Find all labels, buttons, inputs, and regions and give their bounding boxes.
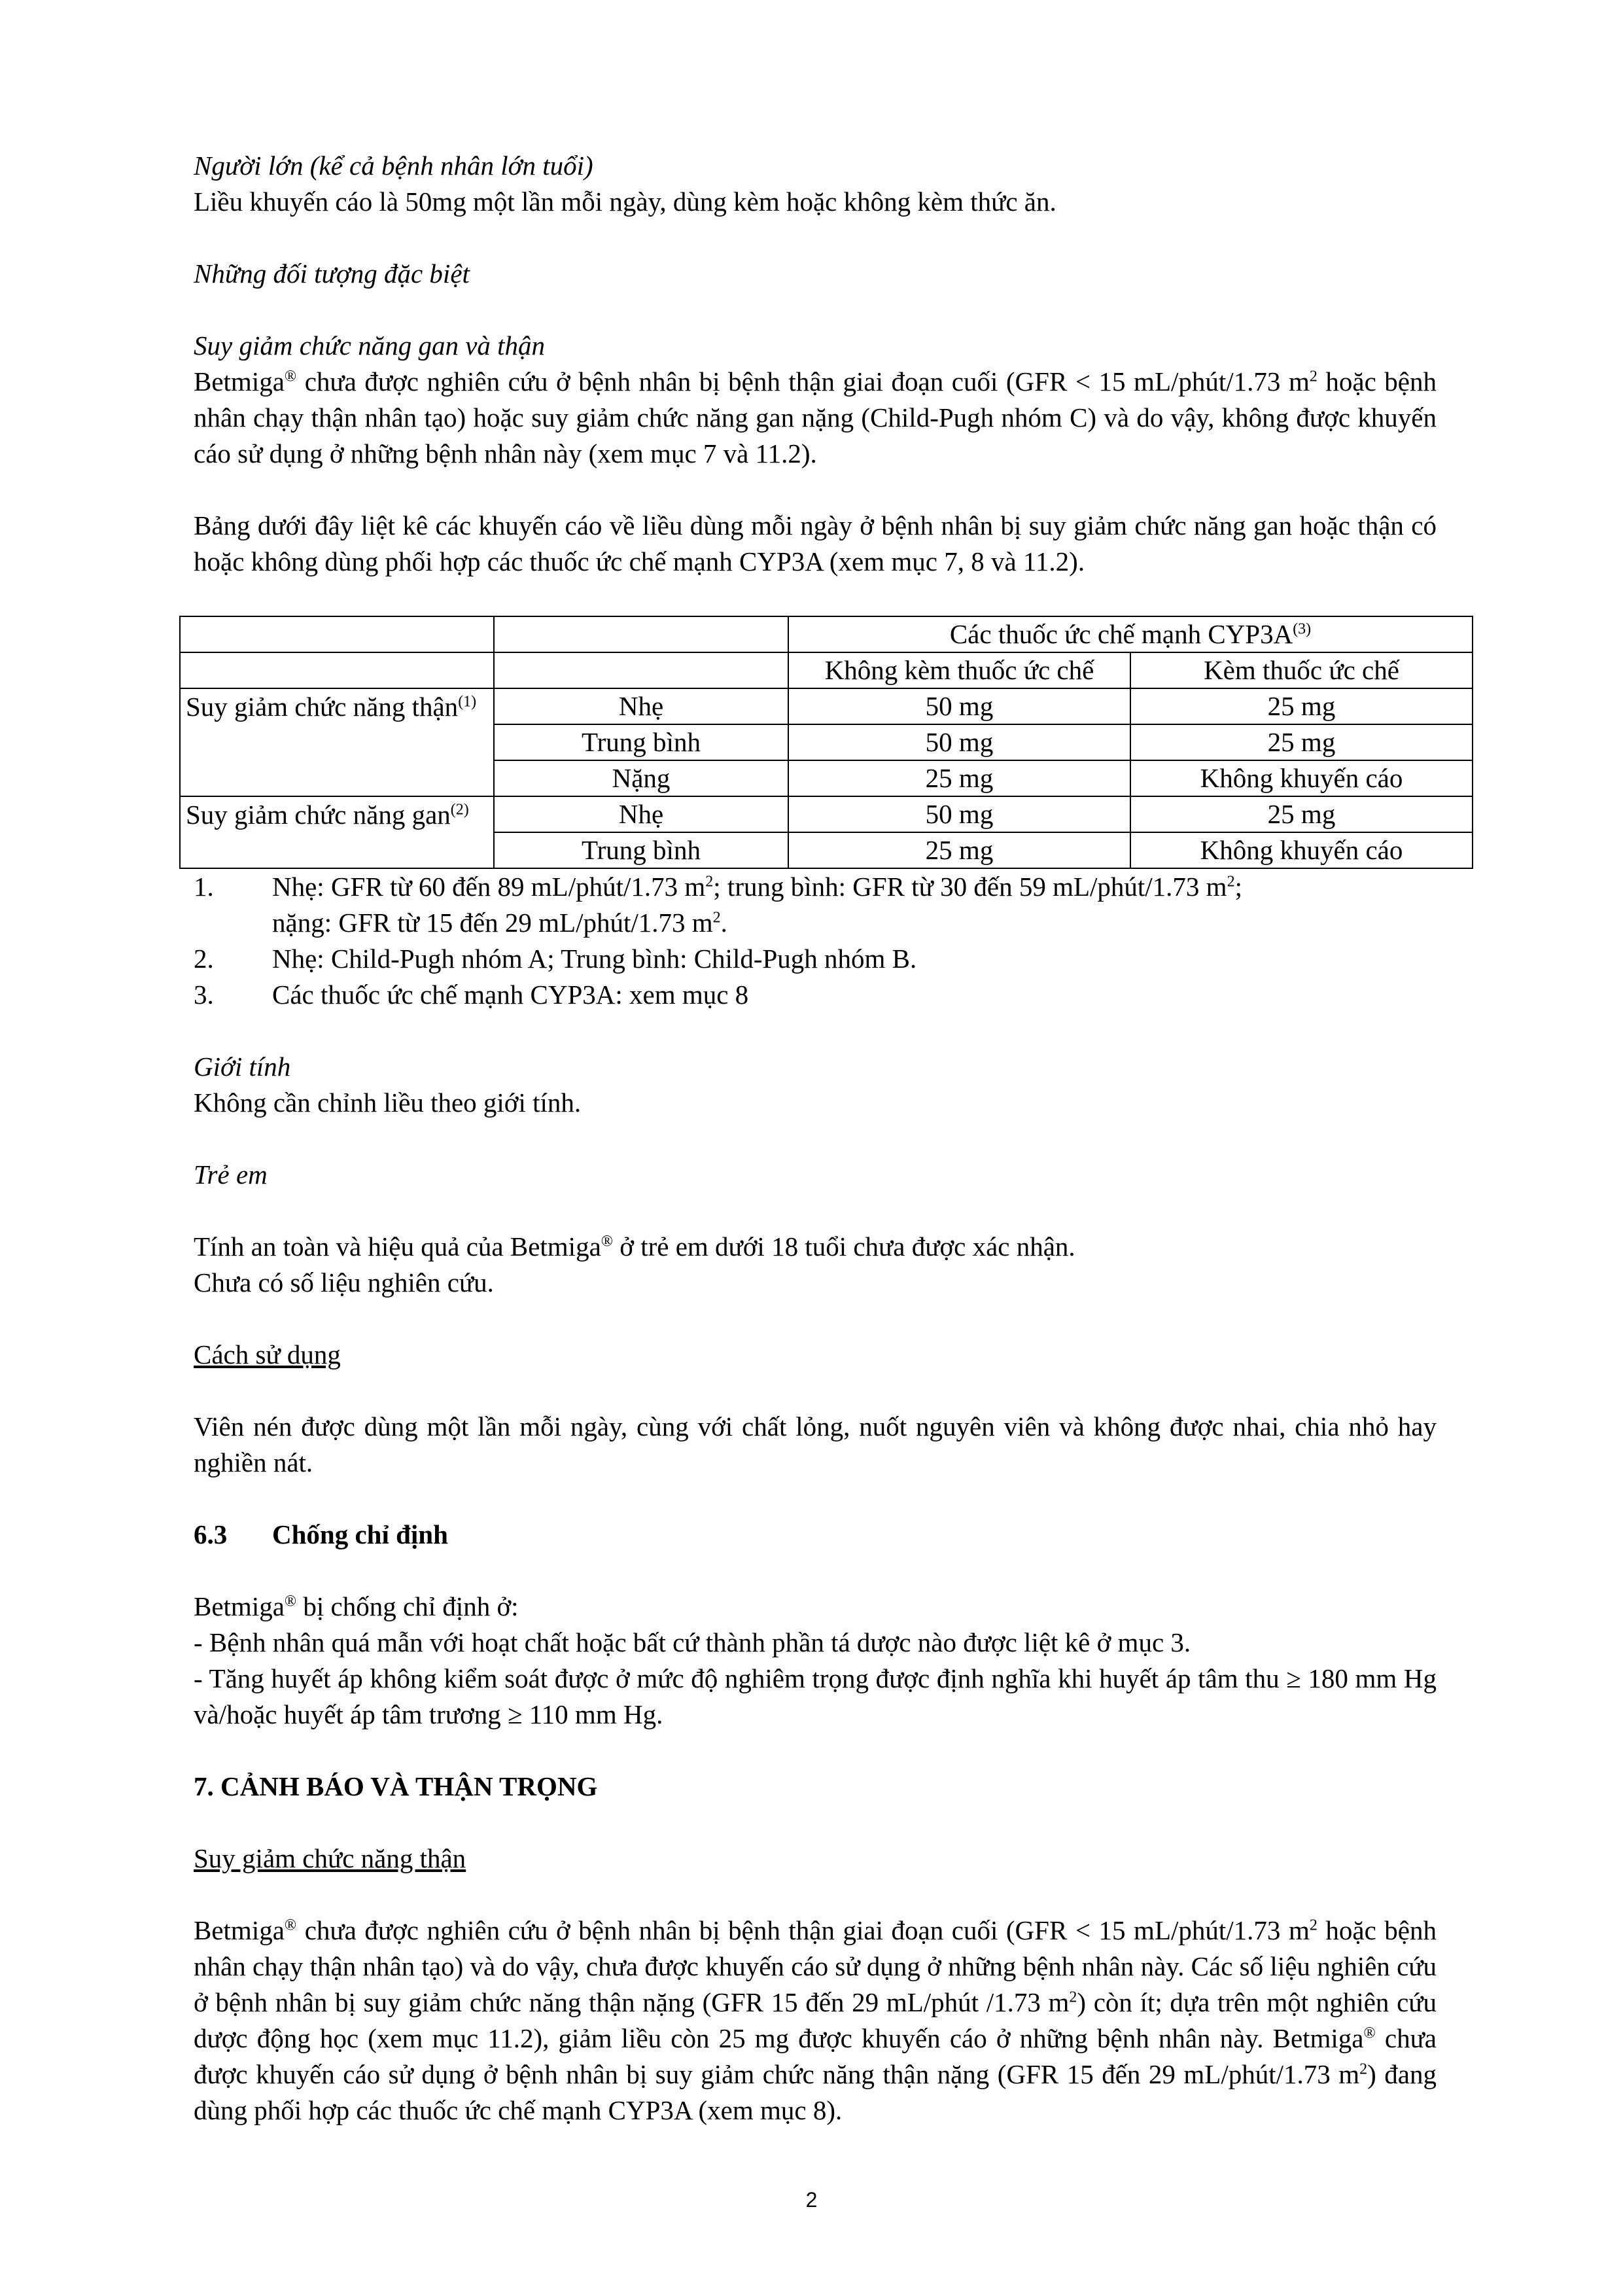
adults-heading: Người lớn (kể cả bệnh nhân lớn tuổi) (194, 150, 593, 181)
dose-cell: 50 mg (788, 688, 1130, 724)
page-content (186, 148, 1437, 2128)
usage-text: Viên nén được dùng một lần mỗi ngày, cùng với chất lỏng, nuốt nguyên viên và không được nhai, chia nhỏ hay nghiền nát. (194, 1411, 1437, 1477)
renal-label-cell (180, 688, 494, 796)
col-header-without: Không kèm thuốc ức chế (788, 652, 1130, 688)
dose-cell: 25 mg (788, 760, 1130, 796)
footnote-ref: (3) (1293, 620, 1312, 638)
section-7-heading: 7. CẢNH BÁO VÀ THẬN TRỌNG (194, 1771, 598, 1801)
text-part: hoặc bệnh nhân chạy thận nhân tạo) hoặc suy giảm chức năng gan nặng (Child-Pugh nhóm C) và do vậy, không được khuyến cáo sử dụng ở những bệnh nhân này (xem mục 7 và 11.2). (194, 366, 1437, 468)
severity-cell: Nặng (494, 760, 788, 796)
severity-cell: Nhẹ (494, 796, 788, 832)
table-row (180, 688, 1473, 724)
contra-item-1: - Bệnh nhân quá mẫn với hoạt chất hoặc bất cứ thành phần tá dược nào được liệt kê ở mục 3. (194, 1627, 1191, 1657)
footnote-text: Các thuốc ức chế mạnh CYP3A: xem mục 8 (272, 980, 749, 1010)
footnote-number: 1. (194, 872, 214, 902)
footnote-ref: (2) (450, 801, 469, 819)
empty-cell (180, 616, 494, 652)
usage-heading: Cách sử dụng (194, 1339, 341, 1369)
dose-cell: 25 mg (788, 832, 1130, 868)
hepatic-renal-text (194, 364, 1437, 472)
footnote-text: Nhẹ: GFR từ 60 đến 89 mL/phút/1.73 $m^2$; trung bình: GFR từ 30 đến 59 mL/phút/1.73 $m^2$; nặng: GFR từ 15 đến 29 mL/phút/1.73 $m^2$. (272, 872, 1242, 938)
empty-cell (494, 652, 788, 688)
children-text: Tính an toàn và hiệu quả của Betmiga® ở trẻ em dưới 18 tuổi chưa được xác nhận. (194, 1231, 1075, 1262)
gender-heading: Giới tính (194, 1051, 291, 1082)
warnings-text: Betmiga® chưa được nghiên cứu ở bệnh nhân bị bệnh thận giai đoạn cuối (GFR < 15 mL/phút/1.73 $m^2$ hoặc bệnh nhân chạy thận nhân tạo) và do vậy, chưa được khuyến cáo sử dụng ở những bệnh nhân này. Các số liệu nghiên cứu ở bệnh nhân bị suy giảm chức năng thận nặng (GFR 15 đến 29 mL/phút /1.73 $m^2$) còn ít; dựa trên một nghiên cứu dược động học (xem mục 11.2), giảm liều còn 25 mg được khuyến cáo ở những bệnh nhân này. Betmiga® chưa được khuyến cáo sử dụng ở bệnh nhân bị suy giảm chức năng thận nặng (GFR 15 đến 29 mL/phút/1.73 $m^2$) đang dùng phối hợp các thuốc ức chế mạnh CYP3A (xem mục 8). (194, 1915, 1437, 2125)
superscript: 2 (1309, 368, 1318, 385)
table-footnotes (194, 869, 1437, 1013)
severity-cell: Trung bình (494, 724, 788, 760)
col-header-with: Kèm thuốc ức chế (1130, 652, 1473, 688)
dose-cell: 50 mg (788, 724, 1130, 760)
section-6-3-heading (194, 1517, 1437, 1553)
footnote-number: 3. (194, 980, 214, 1010)
contra-item-2: - Tăng huyết áp không kiểm soát được ở mức độ nghiêm trọng được định nghĩa khi huyết áp tâm thu ≥ 180 mm Hg và/hoặc huyết áp tâm trương ≥ 110 mm Hg. (194, 1663, 1437, 1729)
severity-cell: Nhẹ (494, 688, 788, 724)
section-number: 6.3 (194, 1519, 228, 1549)
hepatic-label-cell (180, 796, 494, 868)
dose-cell: 50 mg (788, 796, 1130, 832)
children-text-2: Chưa có số liệu nghiên cứu. (194, 1267, 494, 1298)
registered-mark: ® (284, 368, 297, 385)
dosage-table (179, 616, 1473, 869)
table-intro: Bảng dưới đây liệt kê các khuyến cáo về liều dùng mỗi ngày ở bệnh nhân bị suy giảm chức năng gan hoặc thận có hoặc không dùng phối hợp các thuốc ức chế mạnh CYP3A (xem mục 7, 8 và 11.2). (194, 510, 1437, 576)
severity-cell: Trung bình (494, 832, 788, 868)
dose-cell: Không khuyến cáo (1130, 760, 1473, 796)
empty-cell (494, 616, 788, 652)
footnote-text: Nhẹ: Child-Pugh nhóm A; Trung bình: Child-Pugh nhóm B. (272, 944, 917, 974)
group-header-text: Các thuốc ức chế mạnh CYP3A (949, 619, 1293, 649)
section-title: Chống chỉ định (272, 1519, 448, 1549)
row-group-label: Suy giảm chức năng thận (186, 692, 459, 722)
table-subheader-row (180, 652, 1473, 688)
dose-cell: 25 mg (1130, 796, 1473, 832)
gender-text: Không cần chỉnh liều theo giới tính. (194, 1087, 582, 1118)
row-group-label: Suy giảm chức năng gan (186, 800, 451, 830)
footnote-number: 2. (194, 944, 214, 974)
special-heading: Những đối tượng đặc biệt (194, 258, 470, 289)
footnote-item (194, 977, 1437, 1013)
contra-intro: Betmiga® bị chống chỉ định ở: (194, 1591, 519, 1621)
table-row (180, 796, 1473, 832)
footnote-item (194, 941, 1437, 977)
children-heading: Trẻ em (194, 1159, 268, 1190)
group-header (788, 616, 1473, 652)
footnote-ref: (1) (458, 693, 477, 711)
brand-name: Betmiga (194, 366, 285, 397)
table-header-row (180, 616, 1473, 652)
footnote-item (194, 869, 1437, 941)
renal-subheading: Suy giảm chức năng thận (194, 1843, 466, 1873)
empty-cell (180, 652, 494, 688)
dose-cell: Không khuyến cáo (1130, 832, 1473, 868)
text-part: chưa được nghiên cứu ở bệnh nhân bị bệnh thận giai đoạn cuối (GFR < 15 mL/phút/1.73 m (296, 366, 1310, 397)
hepatic-renal-heading: Suy giảm chức năng gan và thận (194, 330, 546, 361)
dose-cell: 25 mg (1130, 724, 1473, 760)
page-number: 2 (805, 2188, 818, 2212)
dose-cell: 25 mg (1130, 688, 1473, 724)
adults-text: Liều khuyến cáo là 50mg một lần mỗi ngày, dùng kèm hoặc không kèm thức ăn. (194, 186, 1056, 217)
